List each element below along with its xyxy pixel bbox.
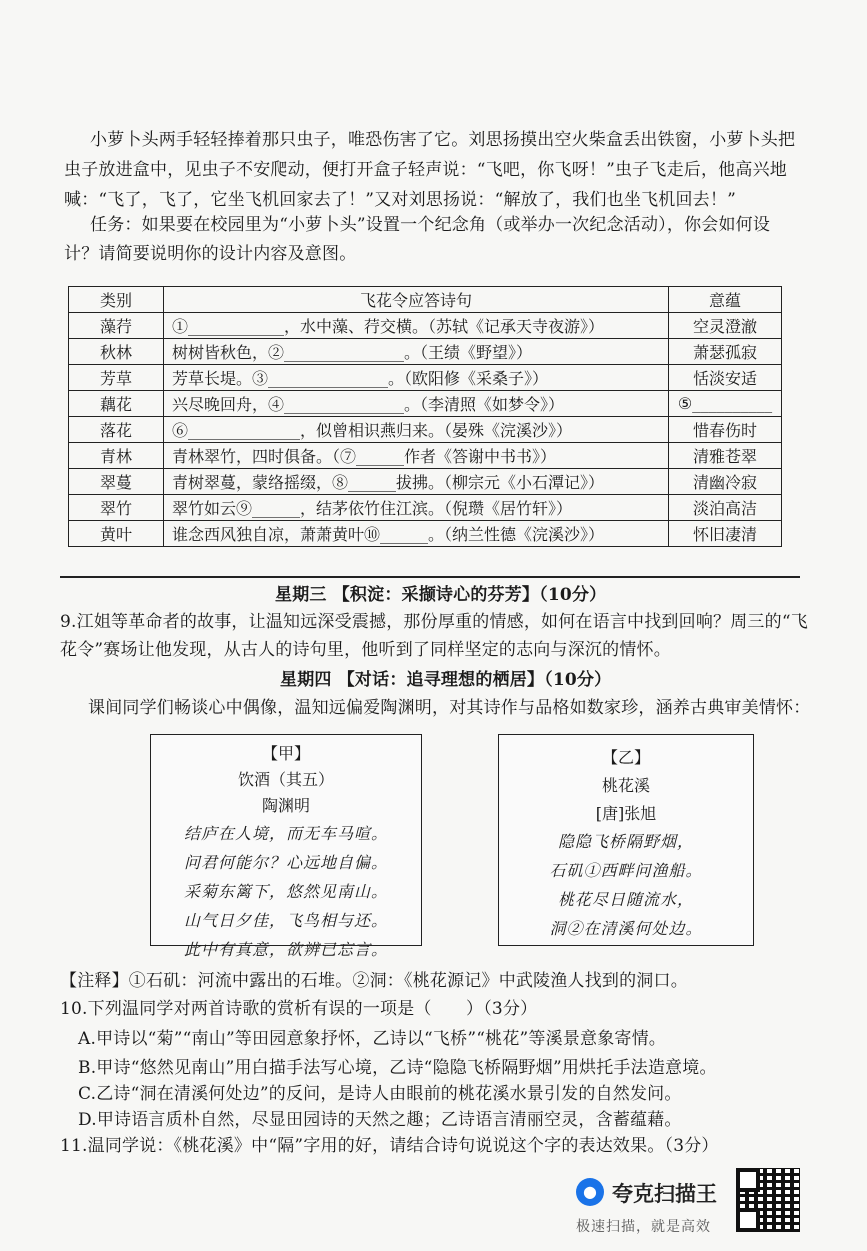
poem-a-verse: 问君何能尔？心远地自偏。 (183, 853, 388, 872)
poem-b-verse: 洞②在清溪何处边。 (549, 919, 703, 938)
scanner-logo-icon: ● (576, 1178, 604, 1206)
verse-cell: 翠竹如云⑨______，结茅依竹住江滨。（倪瓒《居竹轩》） (164, 495, 669, 521)
category-cell: 藻荇 (69, 313, 164, 339)
story-line-2: 虫子放进盒中，见虫子不安爬动，便打开盒子轻声说：“飞吧，你飞呀！”虫子飞走后，他高兴地 (64, 160, 787, 180)
scanner-tagline: 极速扫描，就是高效 (576, 1219, 711, 1235)
verse-cell: 青林翠竹，四时俱备。（⑦______作者《答谢中书书》） (164, 443, 669, 469)
header-category: 类别 (69, 287, 164, 313)
meaning-cell: ⑤__________ (669, 391, 782, 417)
poem-a-tag: 【甲】 (261, 744, 310, 763)
table-header-row (69, 287, 782, 313)
verse-cell: ⑥______________，似曾相识燕归来。（晏殊《浣溪沙》） (164, 417, 669, 443)
poem-b-verse: 石矶①西畔问渔船。 (549, 861, 703, 880)
poem-b-author: [唐]张旭 (595, 804, 657, 823)
category-cell: 翠竹 (69, 495, 164, 521)
category-cell: 秋林 (69, 339, 164, 365)
table-row (69, 443, 782, 469)
verse-cell: 树树皆秋色，②_______________。（王绩《野望》） (164, 339, 669, 365)
q10-option-a: A.甲诗以“菊”“南山”等田园意象抒怀，乙诗以“飞桥”“桃花”等溪景意象寄情。 (78, 1029, 667, 1049)
poem-a-verse: 结庐在人境，而无车马喧。 (183, 824, 388, 843)
poem-b-verse: 隐隐飞桥隔野烟， (557, 832, 694, 851)
meaning-cell: 恬淡安适 (669, 365, 782, 391)
category-cell: 落花 (69, 417, 164, 443)
section-divider (60, 576, 800, 578)
scanner-watermark (572, 1172, 732, 1234)
verse-cell: ①____________，水中藻、荇交横。（苏轼《记承天寺夜游》） (164, 313, 669, 339)
table-row (69, 521, 782, 547)
poem-a-author: 陶渊明 (261, 796, 310, 815)
verse-cell: 兴尽晚回舟，④_______________。（李清照《如梦令》） (164, 391, 669, 417)
category-cell: 黄叶 (69, 521, 164, 547)
story-line-1: 小萝卜头两手轻轻捧着那只虫子，唯恐伤害了它。刘思扬摸出空火柴盒丢出铁窗，小萝卜头把 (90, 130, 796, 150)
table-row (69, 339, 782, 365)
meaning-cell: 清幽冷寂 (669, 469, 782, 495)
verse-cell: 青树翠蔓，蒙络摇缀，⑧______拔拂。（柳宗元《小石潭记》） (164, 469, 669, 495)
table-row (69, 313, 782, 339)
task-line-2: 计？请简要说明你的设计内容及意图。 (64, 244, 357, 264)
category-cell: 青林 (69, 443, 164, 469)
verse-cell: 谁念西风独自凉，萧萧黄叶⑩______。（纳兰性德《浣溪沙》） (164, 521, 669, 547)
task-line-1: 任务：如果要在校园里为“小萝卜头”设置一个纪念角（或举办一次纪念活动），你会如何设 (90, 215, 771, 235)
category-cell: 芳草 (69, 365, 164, 391)
q11-stem: 11.温同学说：《桃花溪》中“隔”字用的好，请结合诗句说说这个字的表达效果。（3分） (60, 1136, 719, 1156)
q10-stem: 10.下列温同学对两首诗歌的赏析有误的一项是（ ）（3分） (60, 999, 538, 1019)
poem-a-verse: 山气日夕佳，飞鸟相与还。 (183, 911, 388, 930)
poem-a-verse: 采菊东篱下，悠然见南山。 (183, 882, 388, 901)
thursday-intro: 课间同学们畅谈心中偶像，温知远偏爱陶渊明，对其诗作与品格如数家珍，涵养古典审美情怀： (88, 698, 811, 718)
meaning-cell: 淡泊高洁 (669, 495, 782, 521)
poem-a-box (150, 734, 422, 959)
meaning-cell: 清雅苍翠 (669, 443, 782, 469)
annotation-note: 【注释】①石矶：河流中露出的石堆。②洞：《桃花源记》中武陵渔人找到的洞口。 (60, 971, 688, 991)
table-row (69, 391, 782, 417)
poem-b-title: 桃花溪 (601, 776, 650, 795)
poem-b-box (498, 734, 754, 946)
verse-cell: 芳草长堤。③_______________。（欧阳修《采桑子》） (164, 365, 669, 391)
table-row (69, 495, 782, 521)
category-cell: 翠蔓 (69, 469, 164, 495)
story-line-3: 喊：“飞了，飞了，它坐飞机回家去了！”又对刘思扬说：“解放了，我们也坐飞机回去！” (64, 190, 736, 210)
poem-a-verse: 此中有真意，欲辨已忘言。 (183, 940, 388, 959)
poem-b-tag: 【乙】 (601, 748, 650, 767)
meaning-cell: 怀旧凄清 (669, 521, 782, 547)
table-row (69, 417, 782, 443)
meaning-cell: 惜春伤时 (669, 417, 782, 443)
q10-option-d: D.甲诗语言质朴自然，尽显田园诗的天然之趣；乙诗语言清丽空灵，含蓄蕴藉。 (78, 1110, 682, 1130)
q10-option-b: B.甲诗“悠然见南山”用白描手法写心境，乙诗“隐隐飞桥隔野烟”用烘托手法造意境。 (78, 1058, 717, 1078)
wednesday-heading: 星期三 【积淀：采撷诗心的芬芳】（10分） (275, 585, 607, 605)
category-cell: 藕花 (69, 391, 164, 417)
scanner-brand: 夸克扫描王 (612, 1182, 717, 1206)
q9-line-2: 花令”赛场让他发现，从古人的诗句里，他听到了同样坚定的志向与深沉的情怀。 (60, 640, 671, 660)
poem-b-verse: 桃花尽日随流水， (557, 890, 694, 909)
meaning-cell: 空灵澄澈 (669, 313, 782, 339)
q9-line-1: 9.江姐等革命者的故事，让温知远深受震撼，那份厚重的情感，如何在语言中找到回响？周三的“飞 (60, 612, 808, 632)
header-meaning: 意蕴 (669, 287, 782, 313)
header-verse: 飞花令应答诗句 (164, 287, 669, 313)
meaning-cell: 萧瑟孤寂 (669, 339, 782, 365)
thursday-heading: 星期四 【对话：追寻理想的栖居】（10分） (280, 670, 612, 690)
qr-code-icon (736, 1168, 800, 1232)
table-row (69, 365, 782, 391)
poem-a-title: 饮酒（其五） (237, 770, 334, 789)
q10-option-c: C.乙诗“洞在清溪何处边”的反问，是诗人由眼前的桃花溪水景引发的自然发问。 (78, 1084, 682, 1104)
feihualing-table (68, 286, 782, 547)
table-row (69, 469, 782, 495)
